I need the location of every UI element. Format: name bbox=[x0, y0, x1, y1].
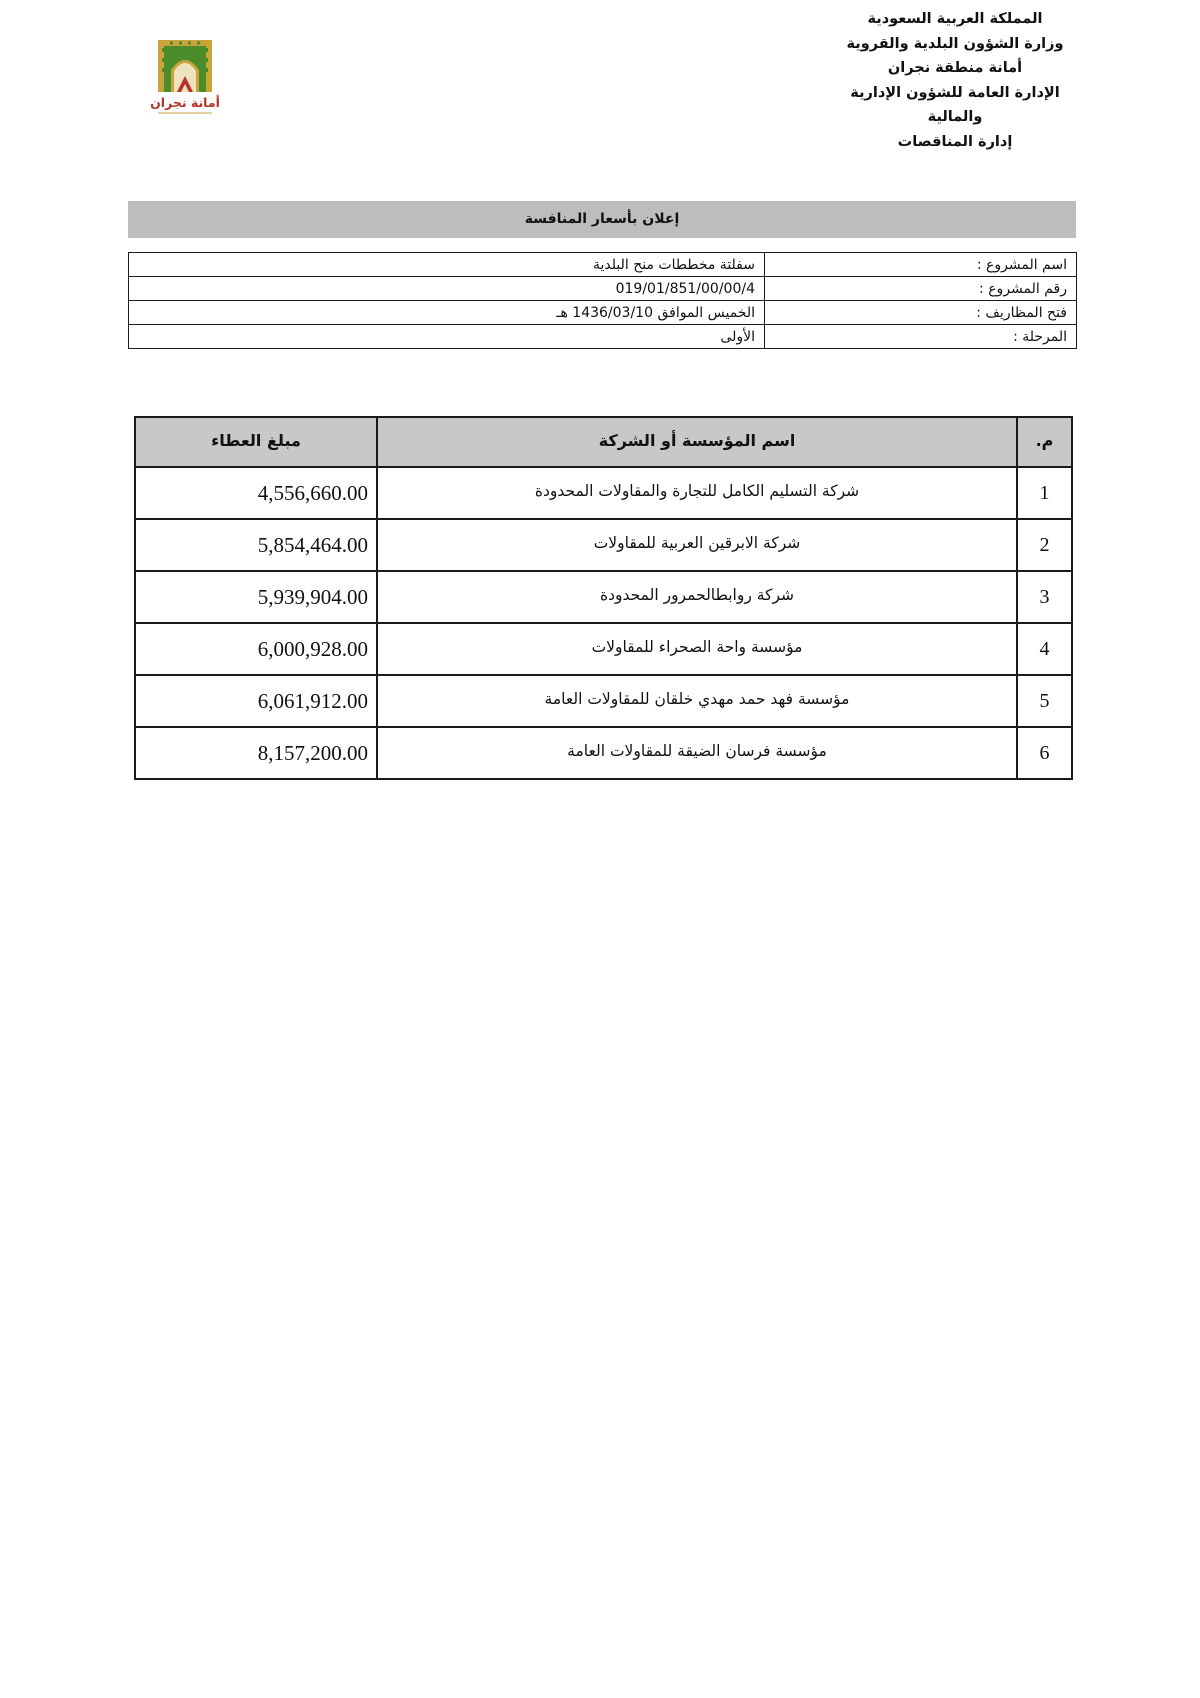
table-row bbox=[135, 467, 1072, 519]
letterhead-finance: والمالية bbox=[927, 109, 983, 125]
logo-emblem-icon bbox=[150, 40, 220, 120]
project-info-row bbox=[129, 301, 1077, 325]
row-number: 1 bbox=[1017, 467, 1072, 519]
column-header-amount: مبلغ العطاء bbox=[135, 417, 377, 467]
table-header-row bbox=[135, 417, 1072, 467]
logo-lettering: أمانة نجران bbox=[150, 95, 220, 110]
project-number-label: رقم المشروع : bbox=[765, 277, 1077, 301]
project-name-value: سفلتة مخططات منح البلدية bbox=[129, 253, 765, 277]
envelope-opening-value: الخميس الموافق 1436/03/10 هـ bbox=[129, 301, 765, 325]
bid-amount: 6,000,928.00 bbox=[135, 623, 377, 675]
bids-table bbox=[134, 416, 1073, 780]
company-name: مؤسسة فرسان الضيقة للمقاولات العامة bbox=[377, 727, 1017, 779]
row-number: 2 bbox=[1017, 519, 1072, 571]
row-number: 3 bbox=[1017, 571, 1072, 623]
letterhead-general-administration: الإدارة العامة للشؤون الإدارية bbox=[850, 84, 1060, 101]
bid-amount: 4,556,660.00 bbox=[135, 467, 377, 519]
letterhead-ministry: وزارة الشؤون البلدية والقروية bbox=[846, 35, 1064, 52]
letterhead-tenders-department: إدارة المناقصات bbox=[897, 133, 1013, 150]
stage-label: المرحلة : bbox=[765, 325, 1077, 349]
project-info-row bbox=[129, 253, 1077, 277]
bid-amount: 8,157,200.00 bbox=[135, 727, 377, 779]
project-info-row bbox=[129, 277, 1077, 301]
company-name: شركة روابطالحمرور المحدودة bbox=[377, 571, 1017, 623]
company-name: مؤسسة واحة الصحراء للمقاولات bbox=[377, 623, 1017, 675]
column-header-company: اسم المؤسسة أو الشركة bbox=[377, 417, 1017, 467]
envelope-opening-label: فتح المظاريف : bbox=[765, 301, 1077, 325]
project-info-table bbox=[128, 252, 1077, 349]
row-number: 4 bbox=[1017, 623, 1072, 675]
project-name-label: اسم المشروع : bbox=[765, 253, 1077, 277]
row-number: 5 bbox=[1017, 675, 1072, 727]
bid-amount: 5,854,464.00 bbox=[135, 519, 377, 571]
letterhead-country: المملكة العربية السعودية bbox=[867, 11, 1043, 27]
table-row bbox=[135, 727, 1072, 779]
stage-value: الأولى bbox=[129, 325, 765, 349]
bid-amount: 6,061,912.00 bbox=[135, 675, 377, 727]
company-name: مؤسسة فهد حمد مهدي خلقان للمقاولات العامة bbox=[377, 675, 1017, 727]
letterhead-municipality: أمانة منطقة نجران bbox=[887, 60, 1023, 76]
column-header-number: م. bbox=[1017, 417, 1072, 467]
table-row bbox=[135, 675, 1072, 727]
table-row bbox=[135, 623, 1072, 675]
project-number-value: 019/01/851/00/00/4 bbox=[129, 277, 765, 301]
najran-municipality-logo bbox=[150, 40, 220, 120]
company-name: شركة الابرقين العربية للمقاولات bbox=[377, 519, 1017, 571]
table-row bbox=[135, 571, 1072, 623]
letterhead bbox=[820, 7, 1090, 154]
bid-amount: 5,939,904.00 bbox=[135, 571, 377, 623]
company-name: شركة التسليم الكامل للتجارة والمقاولات المحدودة bbox=[377, 467, 1017, 519]
announcement-title: إعلان بأسعار المنافسة bbox=[128, 201, 1076, 238]
row-number: 6 bbox=[1017, 727, 1072, 779]
table-row bbox=[135, 519, 1072, 571]
project-info-row bbox=[129, 325, 1077, 349]
